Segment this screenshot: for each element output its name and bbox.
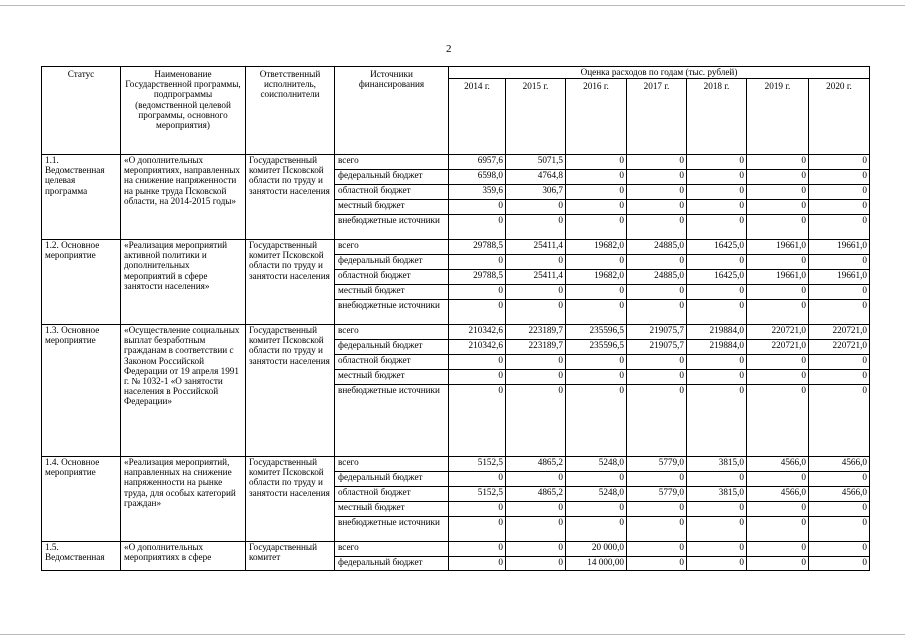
expense-value-cell: 0 xyxy=(566,285,627,300)
expense-value-cell: 19661,0 xyxy=(747,270,809,285)
expense-value-cell: 0 xyxy=(566,355,627,370)
funding-source-cell: всего xyxy=(335,155,449,170)
expense-value-cell: 0 xyxy=(566,517,627,542)
table-row xyxy=(42,542,870,557)
expense-value-cell: 0 xyxy=(566,200,627,215)
expense-value-cell: 0 xyxy=(687,517,747,542)
header-program-name: Наименование Государственной программы, подпрограммы (ведомственной целевой программы, основного мероприятия) xyxy=(121,67,246,155)
expense-value-cell: 0 xyxy=(449,285,506,300)
expense-value-cell: 0 xyxy=(449,502,506,517)
expense-value-cell: 0 xyxy=(747,370,809,385)
table-row xyxy=(42,457,870,472)
expense-value-cell: 0 xyxy=(566,385,627,457)
expense-value-cell: 359,6 xyxy=(449,185,506,200)
expense-value-cell: 4566,0 xyxy=(747,457,809,472)
expense-value-cell: 0 xyxy=(687,200,747,215)
expense-value-cell: 0 xyxy=(506,557,566,571)
funding-source-cell: местный бюджет xyxy=(335,285,449,300)
expense-value-cell: 219884,0 xyxy=(687,325,747,340)
expense-value-cell: 0 xyxy=(747,557,809,571)
funding-source-cell: внебюджетные источники xyxy=(335,215,449,240)
expense-value-cell: 0 xyxy=(809,502,870,517)
expense-value-cell: 0 xyxy=(809,542,870,557)
expense-value-cell: 0 xyxy=(809,170,870,185)
expense-value-cell: 0 xyxy=(506,517,566,542)
expense-value-cell: 19661,0 xyxy=(809,240,870,255)
expense-value-cell: 5779,0 xyxy=(627,487,687,502)
funding-source-cell: местный бюджет xyxy=(335,200,449,215)
expense-value-cell: 0 xyxy=(449,300,506,325)
expense-value-cell: 0 xyxy=(809,557,870,571)
expenses-table xyxy=(41,66,870,571)
expense-value-cell: 219884,0 xyxy=(687,340,747,355)
expense-value-cell: 0 xyxy=(627,542,687,557)
expense-value-cell: 0 xyxy=(687,185,747,200)
table-row xyxy=(42,325,870,340)
status-cell: 1.5. Ведомственная xyxy=(42,542,121,571)
expense-value-cell: 0 xyxy=(506,355,566,370)
expense-value-cell: 0 xyxy=(566,472,627,487)
expense-value-cell: 0 xyxy=(566,502,627,517)
expense-value-cell: 0 xyxy=(449,215,506,240)
expense-value-cell: 0 xyxy=(809,200,870,215)
status-cell: 1.3. Основное мероприятие xyxy=(42,325,121,457)
expense-value-cell: 0 xyxy=(747,355,809,370)
expense-value-cell: 0 xyxy=(627,300,687,325)
expense-value-cell: 220721,0 xyxy=(747,340,809,355)
expense-value-cell: 4764,8 xyxy=(506,170,566,185)
header-year: 2014 г. xyxy=(449,79,506,155)
funding-source-cell: федеральный бюджет xyxy=(335,170,449,185)
funding-source-cell: областной бюджет xyxy=(335,270,449,285)
funding-source-cell: федеральный бюджет xyxy=(335,255,449,270)
expense-value-cell: 5152,5 xyxy=(449,457,506,472)
expense-value-cell: 3815,0 xyxy=(687,457,747,472)
expense-value-cell: 4566,0 xyxy=(809,457,870,472)
expense-value-cell: 19682,0 xyxy=(566,270,627,285)
expense-value-cell: 24885,0 xyxy=(627,240,687,255)
expense-value-cell: 0 xyxy=(627,185,687,200)
expense-value-cell: 0 xyxy=(627,502,687,517)
expense-value-cell: 0 xyxy=(506,300,566,325)
expense-value-cell: 0 xyxy=(506,370,566,385)
expense-value-cell: 0 xyxy=(627,557,687,571)
responsible-cell: Государственный комитет Псковской области по труду и занятости населения xyxy=(246,155,335,240)
expense-value-cell: 6598,0 xyxy=(449,170,506,185)
responsible-cell: Государственный комитет Псковской области по труду и занятости населения xyxy=(246,240,335,325)
expense-value-cell: 0 xyxy=(809,385,870,457)
funding-source-cell: областной бюджет xyxy=(335,185,449,200)
expense-value-cell: 24885,0 xyxy=(627,270,687,285)
expense-value-cell: 0 xyxy=(506,542,566,557)
expense-value-cell: 0 xyxy=(747,285,809,300)
expense-value-cell: 29788,5 xyxy=(449,270,506,285)
expense-value-cell: 0 xyxy=(566,300,627,325)
expense-value-cell: 25411,4 xyxy=(506,270,566,285)
expense-value-cell: 0 xyxy=(747,215,809,240)
table-row xyxy=(42,155,870,170)
expense-value-cell: 0 xyxy=(627,200,687,215)
expense-value-cell: 0 xyxy=(687,502,747,517)
expense-value-cell: 0 xyxy=(687,215,747,240)
expense-value-cell: 0 xyxy=(747,502,809,517)
expense-value-cell: 219075,7 xyxy=(627,340,687,355)
expense-value-cell: 0 xyxy=(627,385,687,457)
expense-value-cell: 0 xyxy=(449,255,506,270)
expense-value-cell: 0 xyxy=(449,355,506,370)
expense-value-cell: 0 xyxy=(747,155,809,170)
expense-value-cell: 0 xyxy=(506,285,566,300)
funding-source-cell: внебюджетные источники xyxy=(335,300,449,325)
funding-source-cell: местный бюджет xyxy=(335,502,449,517)
expense-value-cell: 0 xyxy=(506,502,566,517)
header-year: 2016 г. xyxy=(566,79,627,155)
expense-value-cell: 0 xyxy=(566,370,627,385)
expense-value-cell: 0 xyxy=(449,200,506,215)
expense-value-cell: 0 xyxy=(449,385,506,457)
header-year: 2017 г. xyxy=(627,79,687,155)
expense-value-cell: 3815,0 xyxy=(687,487,747,502)
expense-value-cell: 223189,7 xyxy=(506,340,566,355)
funding-source-cell: федеральный бюджет xyxy=(335,340,449,355)
funding-source-cell: областной бюджет xyxy=(335,487,449,502)
expense-value-cell: 0 xyxy=(566,185,627,200)
expense-value-cell: 0 xyxy=(747,385,809,457)
funding-source-cell: областной бюджет xyxy=(335,355,449,370)
expense-value-cell: 306,7 xyxy=(506,185,566,200)
status-cell: 1.2. Основное мероприятие xyxy=(42,240,121,325)
expense-value-cell: 0 xyxy=(687,355,747,370)
responsible-cell: Государственный комитет Псковской области по труду и занятости населения xyxy=(246,457,335,542)
funding-source-cell: всего xyxy=(335,325,449,340)
expense-value-cell: 0 xyxy=(809,285,870,300)
header-status: Статус xyxy=(42,67,121,155)
expense-value-cell: 5779,0 xyxy=(627,457,687,472)
expense-value-cell: 5248,0 xyxy=(566,457,627,472)
expense-value-cell: 19682,0 xyxy=(566,240,627,255)
expense-value-cell: 16425,0 xyxy=(687,270,747,285)
expense-value-cell: 0 xyxy=(687,385,747,457)
expense-value-cell: 0 xyxy=(627,370,687,385)
header-year: 2018 г. xyxy=(687,79,747,155)
expense-value-cell: 0 xyxy=(747,542,809,557)
expense-value-cell: 0 xyxy=(809,370,870,385)
expense-value-cell: 16425,0 xyxy=(687,240,747,255)
expense-value-cell: 0 xyxy=(687,472,747,487)
header-responsible: Ответственный исполнитель, соисполнители xyxy=(246,67,335,155)
expense-value-cell: 5152,5 xyxy=(449,487,506,502)
page-number: 2 xyxy=(446,43,452,55)
expense-value-cell: 0 xyxy=(506,472,566,487)
expense-value-cell: 0 xyxy=(809,215,870,240)
expense-value-cell: 0 xyxy=(747,517,809,542)
expense-value-cell: 0 xyxy=(747,170,809,185)
funding-source-cell: всего xyxy=(335,240,449,255)
program-name-cell: «Реализация мероприятий, направленных на снижение напряженности на рынке труда, для особых категорий граждан» xyxy=(121,457,246,542)
expense-value-cell: 0 xyxy=(809,355,870,370)
expense-value-cell: 5248,0 xyxy=(566,487,627,502)
expense-value-cell: 219075,7 xyxy=(627,325,687,340)
expense-value-cell: 4566,0 xyxy=(747,487,809,502)
expense-value-cell: 0 xyxy=(809,185,870,200)
funding-source-cell: всего xyxy=(335,542,449,557)
expense-value-cell: 0 xyxy=(809,300,870,325)
program-name-cell: «Осуществление социальных выплат безработным гражданам в соответствии с Законом Российской Федерации от 19 апреля 1991 г. № 1032-1 «О занятости населения в Российской Федерации» xyxy=(121,325,246,457)
table-row xyxy=(42,240,870,255)
expense-value-cell: 0 xyxy=(687,170,747,185)
expense-value-cell: 0 xyxy=(627,215,687,240)
expense-value-cell: 220721,0 xyxy=(809,325,870,340)
expense-value-cell: 19661,0 xyxy=(809,270,870,285)
funding-source-cell: всего xyxy=(335,457,449,472)
expense-value-cell: 0 xyxy=(449,472,506,487)
expense-value-cell: 220721,0 xyxy=(747,325,809,340)
funding-source-cell: внебюджетные источники xyxy=(335,385,449,457)
expense-value-cell: 0 xyxy=(566,215,627,240)
expense-value-cell: 0 xyxy=(627,155,687,170)
header-year: 2019 г. xyxy=(747,79,809,155)
funding-source-cell: федеральный бюджет xyxy=(335,557,449,571)
expense-value-cell: 0 xyxy=(449,557,506,571)
expense-value-cell: 0 xyxy=(687,370,747,385)
header-estimate: Оценка расходов по годам (тыс. рублей) xyxy=(449,67,870,79)
expense-value-cell: 4865,2 xyxy=(506,457,566,472)
expense-value-cell: 0 xyxy=(747,255,809,270)
expense-value-cell: 0 xyxy=(687,300,747,325)
expense-value-cell: 0 xyxy=(506,385,566,457)
expense-value-cell: 0 xyxy=(687,542,747,557)
expense-value-cell: 235596,5 xyxy=(566,340,627,355)
program-name-cell: «О дополнительных мероприятиях, направленных на снижение напряженности на рынке труда Псковской области, на 2014-2015 годы» xyxy=(121,155,246,240)
expense-value-cell: 0 xyxy=(809,255,870,270)
expense-value-cell: 14 000,00 xyxy=(566,557,627,571)
expense-value-cell: 0 xyxy=(506,255,566,270)
program-name-cell: «Реализация мероприятий активной политики и дополнительных мероприятий в сфере занятости населения» xyxy=(121,240,246,325)
expense-value-cell: 20 000,0 xyxy=(566,542,627,557)
expense-value-cell: 4865,2 xyxy=(506,487,566,502)
expense-value-cell: 0 xyxy=(687,155,747,170)
status-cell: 1.4. Основное мероприятие xyxy=(42,457,121,542)
expense-value-cell: 0 xyxy=(747,200,809,215)
expense-value-cell: 0 xyxy=(449,542,506,557)
program-name-cell: «О дополнительных мероприятиях в сфере xyxy=(121,542,246,571)
expense-value-cell: 0 xyxy=(449,517,506,542)
expense-value-cell: 19661,0 xyxy=(747,240,809,255)
expense-value-cell: 29788,5 xyxy=(449,240,506,255)
expense-value-cell: 0 xyxy=(809,155,870,170)
expense-value-cell: 0 xyxy=(449,370,506,385)
funding-source-cell: местный бюджет xyxy=(335,370,449,385)
scan-edge-top xyxy=(0,5,905,6)
expense-value-cell: 0 xyxy=(627,285,687,300)
responsible-cell: Государственный комитет Псковской области по труду и занятости населения xyxy=(246,325,335,457)
expense-value-cell: 0 xyxy=(627,355,687,370)
header-year: 2015 г. xyxy=(506,79,566,155)
expense-value-cell: 0 xyxy=(566,170,627,185)
expense-value-cell: 4566,0 xyxy=(809,487,870,502)
responsible-cell: Государственный комитет xyxy=(246,542,335,571)
funding-source-cell: федеральный бюджет xyxy=(335,472,449,487)
expense-value-cell: 0 xyxy=(809,517,870,542)
expense-value-cell: 0 xyxy=(687,285,747,300)
expense-value-cell: 0 xyxy=(747,185,809,200)
expense-value-cell: 0 xyxy=(627,170,687,185)
expense-value-cell: 25411,4 xyxy=(506,240,566,255)
header-sources: Источники финансирования xyxy=(335,67,449,155)
funding-source-cell: внебюджетные источники xyxy=(335,517,449,542)
expense-value-cell: 235596,5 xyxy=(566,325,627,340)
expense-value-cell: 0 xyxy=(687,255,747,270)
expense-value-cell: 6957,6 xyxy=(449,155,506,170)
expense-value-cell: 0 xyxy=(627,517,687,542)
expense-value-cell: 0 xyxy=(506,215,566,240)
expense-value-cell: 0 xyxy=(566,155,627,170)
expense-value-cell: 210342,6 xyxy=(449,325,506,340)
expense-value-cell: 0 xyxy=(687,557,747,571)
expense-value-cell: 223189,7 xyxy=(506,325,566,340)
expense-value-cell: 0 xyxy=(809,472,870,487)
expense-value-cell: 0 xyxy=(506,200,566,215)
status-cell: 1.1. Ведомственная целевая программа xyxy=(42,155,121,240)
expense-value-cell: 0 xyxy=(747,472,809,487)
expense-value-cell: 0 xyxy=(627,472,687,487)
expense-value-cell: 210342,6 xyxy=(449,340,506,355)
expense-value-cell: 0 xyxy=(627,255,687,270)
expense-value-cell: 5071,5 xyxy=(506,155,566,170)
scan-edge-bottom xyxy=(0,634,905,635)
expense-value-cell: 0 xyxy=(566,255,627,270)
expense-value-cell: 220721,0 xyxy=(809,340,870,355)
expense-value-cell: 0 xyxy=(747,300,809,325)
header-year: 2020 г. xyxy=(809,79,870,155)
